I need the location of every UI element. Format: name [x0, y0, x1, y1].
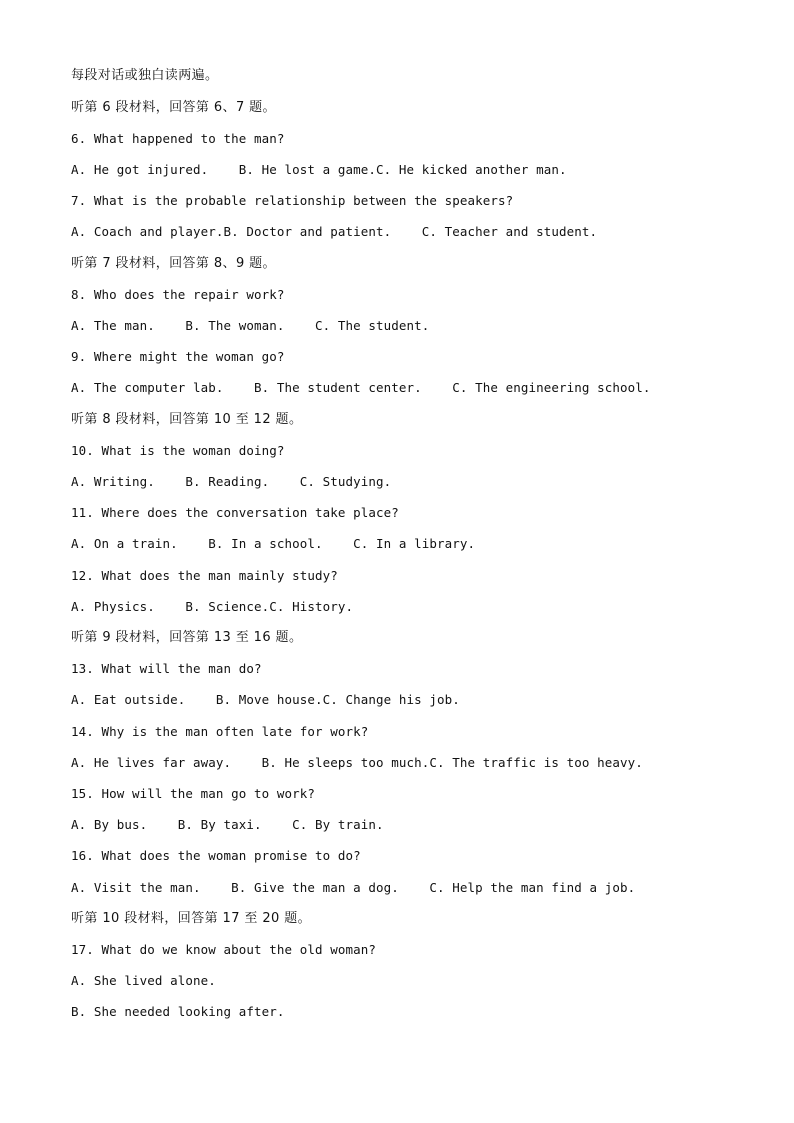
question-text: 6. What happened to the man? — [71, 131, 285, 146]
question-text: 11. Where does the conversation take place? — [71, 505, 399, 520]
answer-options: A. He got injured. B. He lost a game.C. He kicked another man. — [71, 162, 567, 177]
answer-options: A. He lives far away. B. He sleeps too much.C. The traffic is too heavy. — [71, 755, 643, 770]
answer-option: A. She lived alone. — [71, 973, 216, 988]
question-text: 8. Who does the repair work? — [71, 287, 285, 302]
section-heading: 听第 10 段材料，回答第 17 至 20 题。 — [71, 911, 312, 926]
question-text: 14. Why is the man often late for work? — [71, 724, 369, 739]
answer-options: A. Coach and player.B. Doctor and patient. C. Teacher and student. — [71, 224, 598, 239]
section-heading: 听第 7 段材料，回答第 8、9 题。 — [71, 256, 276, 271]
answer-options: A. Physics. B. Science.C. History. — [71, 599, 354, 614]
answer-options: A. By bus. B. By taxi. C. By train. — [71, 817, 384, 832]
section-heading: 听第 8 段材料，回答第 10 至 12 题。 — [71, 412, 303, 427]
question-text: 13. What will the man do? — [71, 661, 262, 676]
answer-options: A. The computer lab. B. The student center. C. The engineering school. — [71, 380, 651, 395]
answer-options: A. Writing. B. Reading. C. Studying. — [71, 474, 392, 489]
answer-option: B. She needed looking after. — [71, 1004, 285, 1019]
question-text: 9. Where might the woman go? — [71, 349, 285, 364]
question-text: 15. How will the man go to work? — [71, 786, 316, 801]
section-heading: 听第 9 段材料，回答第 13 至 16 题。 — [71, 630, 303, 645]
answer-options: A. Eat outside. B. Move house.C. Change his job. — [71, 692, 460, 707]
section-heading: 听第 6 段材料，回答第 6、7 题。 — [71, 100, 276, 115]
answer-options: A. The man. B. The woman. C. The student. — [71, 318, 430, 333]
question-text: 17. What do we know about the old woman? — [71, 942, 377, 957]
question-text: 10. What is the woman doing? — [71, 443, 285, 458]
instruction-text: 每段对话或独白读两遍。 — [71, 68, 219, 83]
question-text: 16. What does the woman promise to do? — [71, 848, 361, 863]
question-text: 7. What is the probable relationship between the speakers? — [71, 193, 514, 208]
answer-options: A. Visit the man. B. Give the man a dog. C. Help the man find a job. — [71, 880, 636, 895]
question-text: 12. What does the man mainly study? — [71, 568, 338, 583]
answer-options: A. On a train. B. In a school. C. In a library. — [71, 536, 476, 551]
